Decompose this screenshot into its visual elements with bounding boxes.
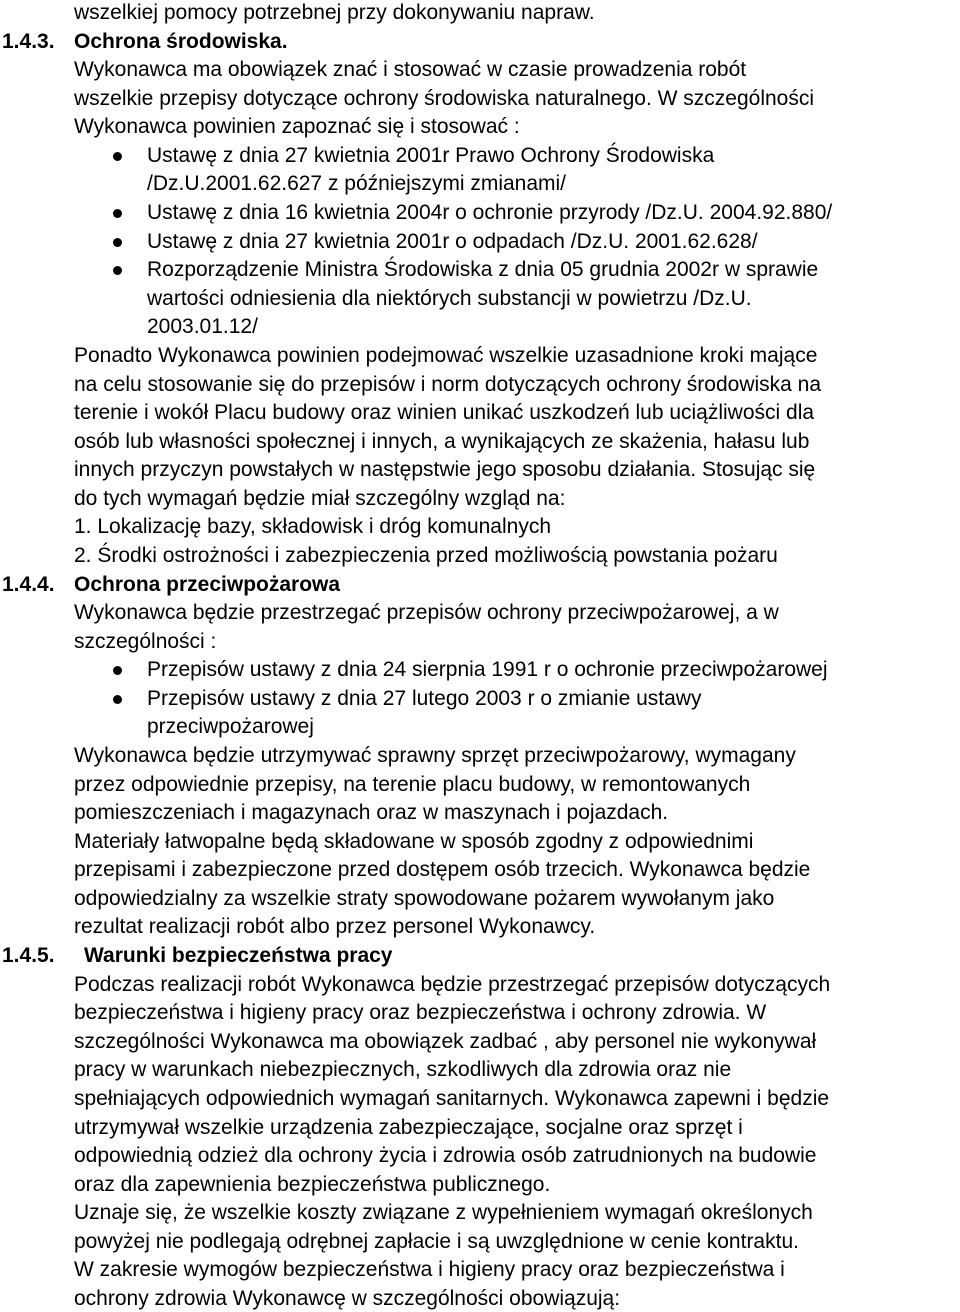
bullet-item <box>0 143 960 169</box>
paragraph-line: utrzymywał wszelkie urządzenia zabezpieczające, socjalne oraz sprzęt i <box>74 1116 743 1139</box>
paragraph-line: pracy w warunkach niebezpiecznych, szkodliwych dla zdrowia oraz nie <box>74 1058 732 1081</box>
numbered-item: 1. Lokalizację bazy, składowisk i dróg komunalnych <box>74 515 552 538</box>
paragraph-line: ochrony zdrowia Wykonawcę w szczególności obowiązują: <box>74 1287 621 1310</box>
section-number: 1.4.4. <box>2 573 55 596</box>
bullet-icon <box>113 695 122 704</box>
paragraph-line: W zakresie wymogów bezpieczeństwa i higieny pracy oraz bezpieczeństwa i <box>74 1258 785 1281</box>
section-title: Ochrona przeciwpożarowa <box>74 573 341 596</box>
bullet-continuation <box>0 286 960 312</box>
bullet-icon <box>113 666 122 675</box>
section-title: Ochrona środowiska. <box>74 30 288 53</box>
bullet-continuation <box>0 714 960 740</box>
paragraph-line: osób lub własności społecznej i innych, a wynikających ze skażenia, hałasu lub <box>74 430 810 453</box>
bullet-text: /Dz.U.2001.62.627 z późniejszymi zmianami/ <box>147 172 567 195</box>
paragraph-line: innych przyczyn powstałych w następstwie jego sposobu działania. Stosując się <box>74 458 816 481</box>
paragraph-line: wszelkie przepisy dotyczące ochrony środowiska naturalnego. W szczególności <box>74 87 815 110</box>
bullet-item <box>0 200 960 226</box>
intro-line: wszelkiej pomocy potrzebnej przy dokonywaniu napraw. <box>74 1 595 24</box>
bullet-continuation <box>0 171 960 197</box>
paragraph-line: rezultat realizacji robót albo przez personel Wykonawcy. <box>74 915 596 938</box>
bullet-icon <box>113 209 122 218</box>
section-title: Warunki bezpieczeństwa pracy <box>84 944 393 967</box>
paragraph-line: pomieszczeniach i magazynach oraz w maszynach i pojazdach. <box>74 801 669 824</box>
bullet-text: przeciwpożarowej <box>147 715 314 738</box>
paragraph-line: Ponadto Wykonawca powinien podejmować wszelkie uzasadnione kroki mające <box>74 344 818 367</box>
bullet-text: Przepisów ustawy z dnia 27 lutego 2003 r o zmianie ustawy <box>147 687 702 710</box>
paragraph-line: spełniających odpowiednich wymagań sanitarnych. Wykonawca zapewni i będzie <box>74 1087 830 1110</box>
section-number: 1.4.5. <box>2 944 55 967</box>
bullet-text: Przepisów ustawy z dnia 24 sierpnia 1991 r o ochronie przeciwpożarowej <box>147 658 828 681</box>
numbered-item: 2. Środki ostrożności i zabezpieczenia przed możliwością powstania pożaru <box>74 544 778 567</box>
paragraph-line: szczególności Wykonawca ma obowiązek zadbać , aby personel nie wykonywał <box>74 1030 817 1053</box>
bullet-text: wartości odniesienia dla niektórych substancji w powietrzu /Dz.U. <box>147 287 752 310</box>
paragraph-line: terenie i wokół Placu budowy oraz winien unikać uszkodzeń lub uciążliwości dla <box>74 401 815 424</box>
paragraph-line: Wykonawca powinien zapoznać się i stosować : <box>74 115 520 138</box>
bullet-item <box>0 686 960 712</box>
paragraph-line: odpowiedzialny za wszelkie straty spowodowane pożarem wywołanym jako <box>74 887 775 910</box>
paragraph-line: do tych wymagań będzie miał szczególny wzgląd na: <box>74 487 566 510</box>
bullet-continuation <box>0 314 960 340</box>
bullet-text: Rozporządzenie Ministra Środowiska z dnia 05 grudnia 2002r w sprawie <box>147 258 819 281</box>
bullet-text: Ustawę z dnia 27 kwietnia 2001r o odpadach /Dz.U. 2001.62.628/ <box>147 230 758 253</box>
section-number: 1.4.3. <box>2 30 55 53</box>
paragraph-line: szczególności : <box>74 630 217 653</box>
paragraph-line: bezpieczeństwa i higieny pracy oraz bezpieczeństwa i ochrony zdrowia. W <box>74 1001 767 1024</box>
bullet-icon <box>113 152 122 161</box>
section-1-4-3-heading <box>0 29 960 55</box>
paragraph-line: przepisami i zabezpieczone przed dostępem osób trzecich. Wykonawca będzie <box>74 858 811 881</box>
paragraph-line: Wykonawca będzie utrzymywać sprawny sprzęt przeciwpożarowy, wymagany <box>74 744 796 767</box>
paragraph-line: Materiały łatwopalne będą składowane w sposób zgodny z odpowiednimi <box>74 830 754 853</box>
bullet-item <box>0 229 960 255</box>
bullet-item <box>0 257 960 283</box>
paragraph-line: odpowiednią odzież dla ochrony życia i zdrowia osób zatrudnionych na budowie <box>74 1144 817 1167</box>
bullet-icon <box>113 238 122 247</box>
paragraph-line: Podczas realizacji robót Wykonawca będzie przestrzegać przepisów dotyczących <box>74 973 831 996</box>
paragraph-line: Wykonawca ma obowiązek znać i stosować w czasie prowadzenia robót <box>74 58 747 81</box>
section-1-4-5-heading <box>0 943 960 969</box>
paragraph-line: Uznaje się, że wszelkie koszty związane z wypełnieniem wymagań określonych <box>74 1201 813 1224</box>
bullet-text: Ustawę z dnia 16 kwietnia 2004r o ochronie przyrody /Dz.U. 2004.92.880/ <box>147 201 833 224</box>
paragraph-line: oraz dla zapewnienia bezpieczeństwa publicznego. <box>74 1173 551 1196</box>
paragraph-line: przez odpowiednie przepisy, na terenie placu budowy, w remontowanych <box>74 773 751 796</box>
paragraph-line: na celu stosowanie się do przepisów i norm dotyczących ochrony środowiska na <box>74 373 822 396</box>
bullet-text: Ustawę z dnia 27 kwietnia 2001r Prawo Ochrony Środowiska <box>147 144 715 167</box>
paragraph-line: powyżej nie podlegają odrębnej zapłacie i są uwzględnione w cenie kontraktu. <box>74 1230 799 1253</box>
bullet-icon <box>113 266 122 275</box>
paragraph-line: Wykonawca będzie przestrzegać przepisów ochrony przeciwpożarowej, a w <box>74 601 779 624</box>
bullet-item <box>0 657 960 683</box>
section-1-4-4-heading <box>0 572 960 598</box>
bullet-text: 2003.01.12/ <box>147 315 258 338</box>
